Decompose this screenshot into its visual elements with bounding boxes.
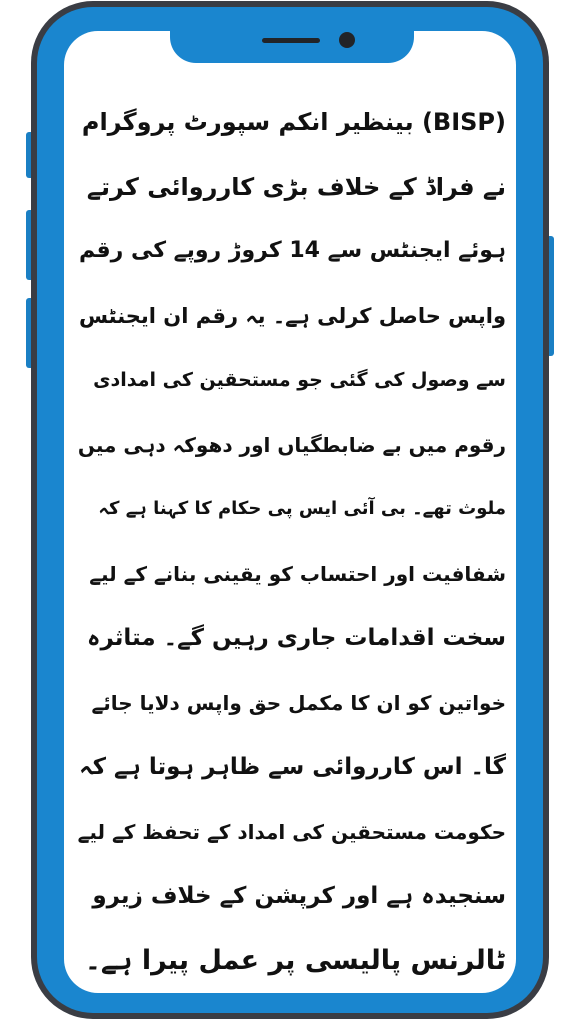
article-line: نے فراڈ کے خلاف بڑی کارروائی کرتے	[86, 172, 506, 201]
article-line: ملوث تھے۔ بی آئی ایس پی حکام کا کہنا ہے کہ	[98, 498, 506, 519]
phone-notch	[170, 7, 414, 63]
article-line: رقوم میں بے ضابطگیاں اور دھوکہ دہی میں	[78, 432, 506, 457]
article-line: سے وصول کی گئی جو مستحقین کی امدادی	[93, 369, 506, 391]
article-line: حکومت مستحقین کی امداد کے تحفظ کے لیے	[78, 819, 506, 844]
article-line: گا۔ اس کارروائی سے ظاہر ہوتا ہے کہ	[79, 754, 506, 780]
camera-icon	[339, 32, 355, 48]
article-line: سنجیدہ ہے اور کرپشن کے خلاف زیرو	[92, 883, 506, 909]
speaker-icon	[262, 38, 320, 43]
article-line: شفافیت اور احتساب کو یقینی بنانے کے لیے	[89, 561, 506, 586]
article-line: ٹالرنس پالیسی پر عمل پیرا ہے۔	[85, 944, 506, 976]
article-line: سخت اقدامات جاری رہیں گے۔ متاثرہ	[86, 625, 506, 651]
article-line: واپس حاصل کرلی ہے۔ یہ رقم ان ایجنٹس	[78, 303, 506, 328]
article-line: (BISP) بینظیر انکم سپورٹ پروگرام	[81, 108, 506, 136]
article-text	[78, 90, 506, 993]
article-line: ہوئے ایجنٹس سے 14 کروڑ روپے کی رقم	[78, 238, 506, 263]
article-line: خواتین کو ان کا مکمل حق واپس دلایا جائے	[91, 690, 506, 715]
